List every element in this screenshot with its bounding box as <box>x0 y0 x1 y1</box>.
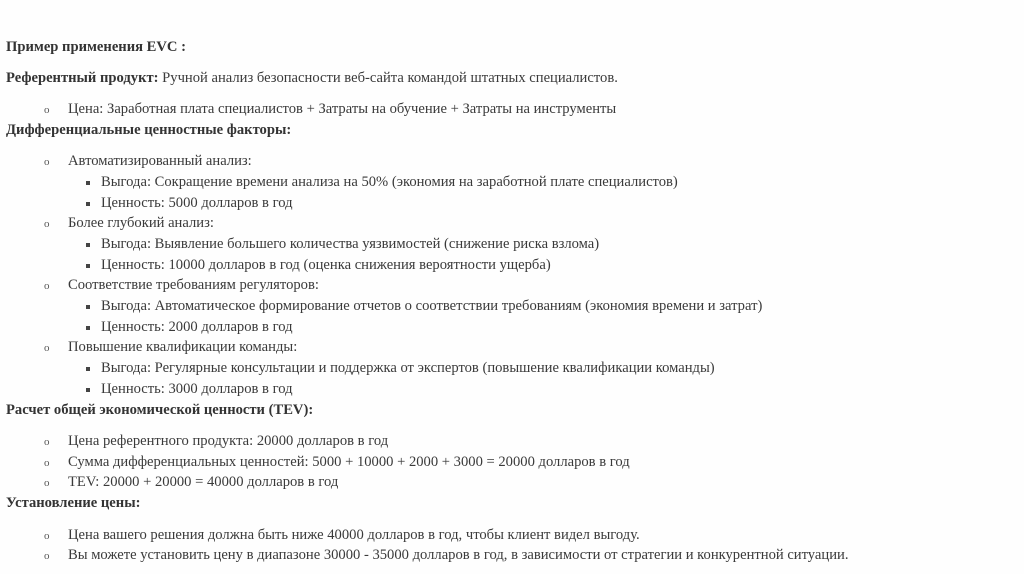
square-bullet-icon <box>86 202 90 206</box>
circle-bullet-icon: o <box>44 280 50 292</box>
circle-bullet-icon: o <box>44 436 50 448</box>
reference-paragraph <box>6 69 618 87</box>
factor-name: Повышение квалификации команды: <box>68 339 298 355</box>
square-bullet-icon <box>86 388 90 392</box>
factor-value: Ценность: 5000 долларов в год <box>101 195 293 211</box>
square-bullet-icon <box>86 326 90 330</box>
factor-value: Ценность: 10000 долларов в год (оценка снижения вероятности ущерба) <box>101 257 551 273</box>
diff-factors-heading: Дифференциальные ценностные факторы: <box>6 122 292 138</box>
price-heading: Установление цены: <box>6 495 141 511</box>
factor-benefit: Выгода: Автоматическое формирование отчетов о соответствии требованиям (экономия времени и затрат) <box>101 298 763 314</box>
price-item: Цена вашего решения должна быть ниже 40000 долларов в год, чтобы клиент видел выгоду. <box>68 527 640 543</box>
document-title: Пример применения EVC : <box>6 39 186 55</box>
factor-name: Автоматизированный анализ: <box>68 153 252 169</box>
tev-item: TEV: 20000 + 20000 = 40000 долларов в год <box>68 474 339 490</box>
square-bullet-icon <box>86 305 90 309</box>
square-bullet-icon <box>86 181 90 185</box>
factor-benefit: Выгода: Сокращение времени анализа на 50% (экономия на заработной плате специалистов) <box>101 174 678 190</box>
factor-benefit: Выгода: Регулярные консультации и поддержка от экспертов (повышение квалификации команды) <box>101 360 715 376</box>
reference-price: Цена: Заработная плата специалистов + Затраты на обучение + Затраты на инструменты <box>68 101 617 117</box>
factor-name: Соответствие требованиям регуляторов: <box>68 277 319 293</box>
factor-benefit: Выгода: Выявление большего количества уязвимостей (снижение риска взлома) <box>101 236 600 252</box>
circle-bullet-icon: o <box>44 550 50 562</box>
circle-bullet-icon: o <box>44 530 50 542</box>
tev-item: Сумма дифференциальных ценностей: 5000 + 10000 + 2000 + 3000 = 20000 долларов в год <box>68 454 630 470</box>
square-bullet-icon <box>86 264 90 268</box>
circle-bullet-icon: o <box>44 342 50 354</box>
factor-value: Ценность: 3000 долларов в год <box>101 381 293 397</box>
factor-value: Ценность: 2000 долларов в год <box>101 319 293 335</box>
circle-bullet-icon: o <box>44 156 50 168</box>
reference-text: Ручной анализ безопасности веб-сайта командой штатных специалистов. <box>158 70 618 86</box>
tev-item: Цена референтного продукта: 20000 долларов в год <box>68 433 389 449</box>
square-bullet-icon <box>86 243 90 247</box>
circle-bullet-icon: o <box>44 104 50 116</box>
price-item: Вы можете установить цену в диапазоне 30000 - 35000 долларов в год, в зависимости от стратегии и конкурентной ситуации. <box>68 547 849 563</box>
tev-heading: Расчет общей экономической ценности (TEV): <box>6 402 314 418</box>
circle-bullet-icon: o <box>44 477 50 489</box>
circle-bullet-icon: o <box>44 218 50 230</box>
factor-name: Более глубокий анализ: <box>68 215 214 231</box>
square-bullet-icon <box>86 367 90 371</box>
circle-bullet-icon: o <box>44 457 50 469</box>
reference-label: Референтный продукт: <box>6 70 159 86</box>
